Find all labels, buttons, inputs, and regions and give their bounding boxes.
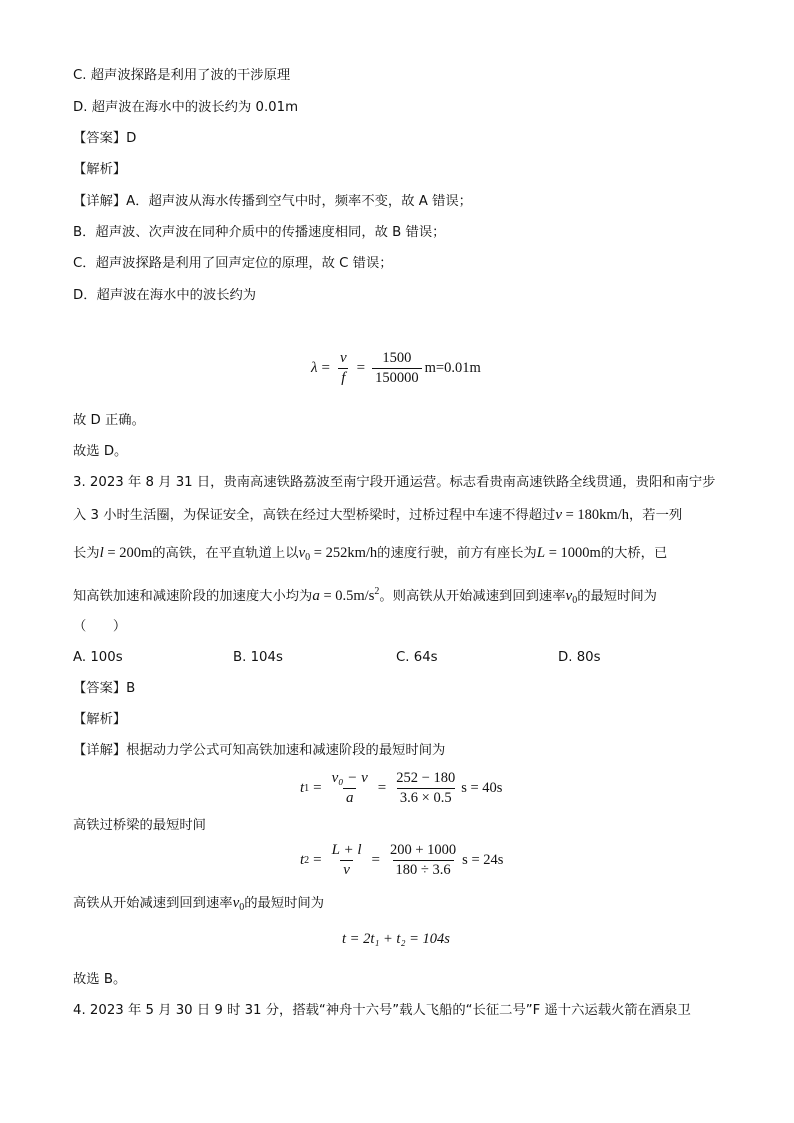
detail-b: B．超声波、次声波在同种介质中的传播速度相同，故 B 错误； xyxy=(73,225,446,240)
wavelength-equation: λ = $\frac{v}{f}$ = $\frac{1500}{150000}$ m=0.01m xyxy=(311,350,481,386)
detail-d: D．超声波在海水中的波长约为 xyxy=(73,288,257,303)
q3-line-3: 长为l = 200m的高铁，在平直轨道上以$v_0 = 252km/h$的速度行驶，前方有座长为L = 1000m的大桥，已 xyxy=(73,545,668,563)
analysis-label-q3: 【解析】 xyxy=(73,712,127,727)
detail-c: C．超声波探路是利用了回声定位的原理，故 C 错误； xyxy=(73,256,393,271)
conclusion: 故 D 正确。 xyxy=(73,413,145,428)
analysis-label: 【解析】 xyxy=(73,162,127,177)
option-a: A. 100s xyxy=(73,650,123,665)
option-c: C. 超声波探路是利用了波的干涉原理 xyxy=(73,68,291,83)
detail-3: 高铁从开始减速到回到速率$v_0$的最短时间为 xyxy=(73,895,325,913)
detail-2: 高铁过桥梁的最短时间 xyxy=(73,818,206,833)
answer-label: 【答案】D xyxy=(73,131,137,146)
detail-1: 【详解】根据动力学公式可知高铁加速和减速阶段的最短时间为 xyxy=(73,743,446,758)
fraction-t2-symbolic: $\frac{L + l}{v}$ xyxy=(331,842,362,878)
answer-paren: （ ） xyxy=(73,619,127,634)
fraction-t1-symbolic: $\frac{\text{v₀ − v}}{a}$ xyxy=(331,770,368,806)
equation-t1: t 1 = $\frac{\text{v₀ − v}}{a}$ = $\frac{252 - 180}{3.6 \times 0.5}$ s = 40s xyxy=(300,770,503,806)
answer-label-q3: 【答案】B xyxy=(73,681,136,696)
option-c-q3: C. 64s xyxy=(396,650,438,665)
equation-t2: t 2 = $\frac{L + l}{v}$ = $\frac{200 + 1000}{180 \div 3.6}$ s = 24s xyxy=(300,842,504,878)
q3-line-4: 知高铁加速和减速阶段的加速度大小均为$a = 0.5m/s^2$。则高铁从开始减速到回到速率$v_0$的最短时间为 xyxy=(73,586,657,606)
q4-line-1: 4. 2023 年 5 月 30 日 9 时 31 分，搭载“神舟十六号”载人飞船的“长征二号”F 遥十六运载火箭在酒泉卫 xyxy=(73,1003,691,1018)
choose-b: 故选 B。 xyxy=(73,972,127,987)
q3-line-1: 3. 2023 年 8 月 31 日，贵南高速铁路荔波至南宁段开通运营。标志看贵南高速铁路全线贯通，贵阳和南宁步 xyxy=(73,475,716,490)
fraction-t2-numeric: $\frac{200 + 1000}{180 \div 3.6}$ xyxy=(389,842,457,878)
option-b: B. 104s xyxy=(233,650,283,665)
detail-a: 【详解】A．超声波从海水传播到空气中时，频率不变，故 A 错误； xyxy=(73,194,472,209)
option-d-q3: D. 80s xyxy=(558,650,601,665)
fraction-numbers: $\frac{1500}{150000}$ xyxy=(372,350,422,387)
fraction-t1-numeric: $\frac{252 - 180}{3.6 \times 0.5}$ xyxy=(396,770,456,806)
option-d: D. 超声波在海水中的波长约为 0.01m xyxy=(73,100,299,115)
equation-total: t = 2t₁ + t₂ = 104s xyxy=(342,931,450,947)
fraction-v-over-f: $\frac{v}{f}$ xyxy=(339,350,347,386)
choose-d: 故选 D。 xyxy=(73,444,128,459)
q3-line-2: 入 3 小时生活圈，为保证安全，高铁在经过大型桥梁时，过桥过程中车速不得超过v = 180km/h，若一列 xyxy=(73,507,683,523)
